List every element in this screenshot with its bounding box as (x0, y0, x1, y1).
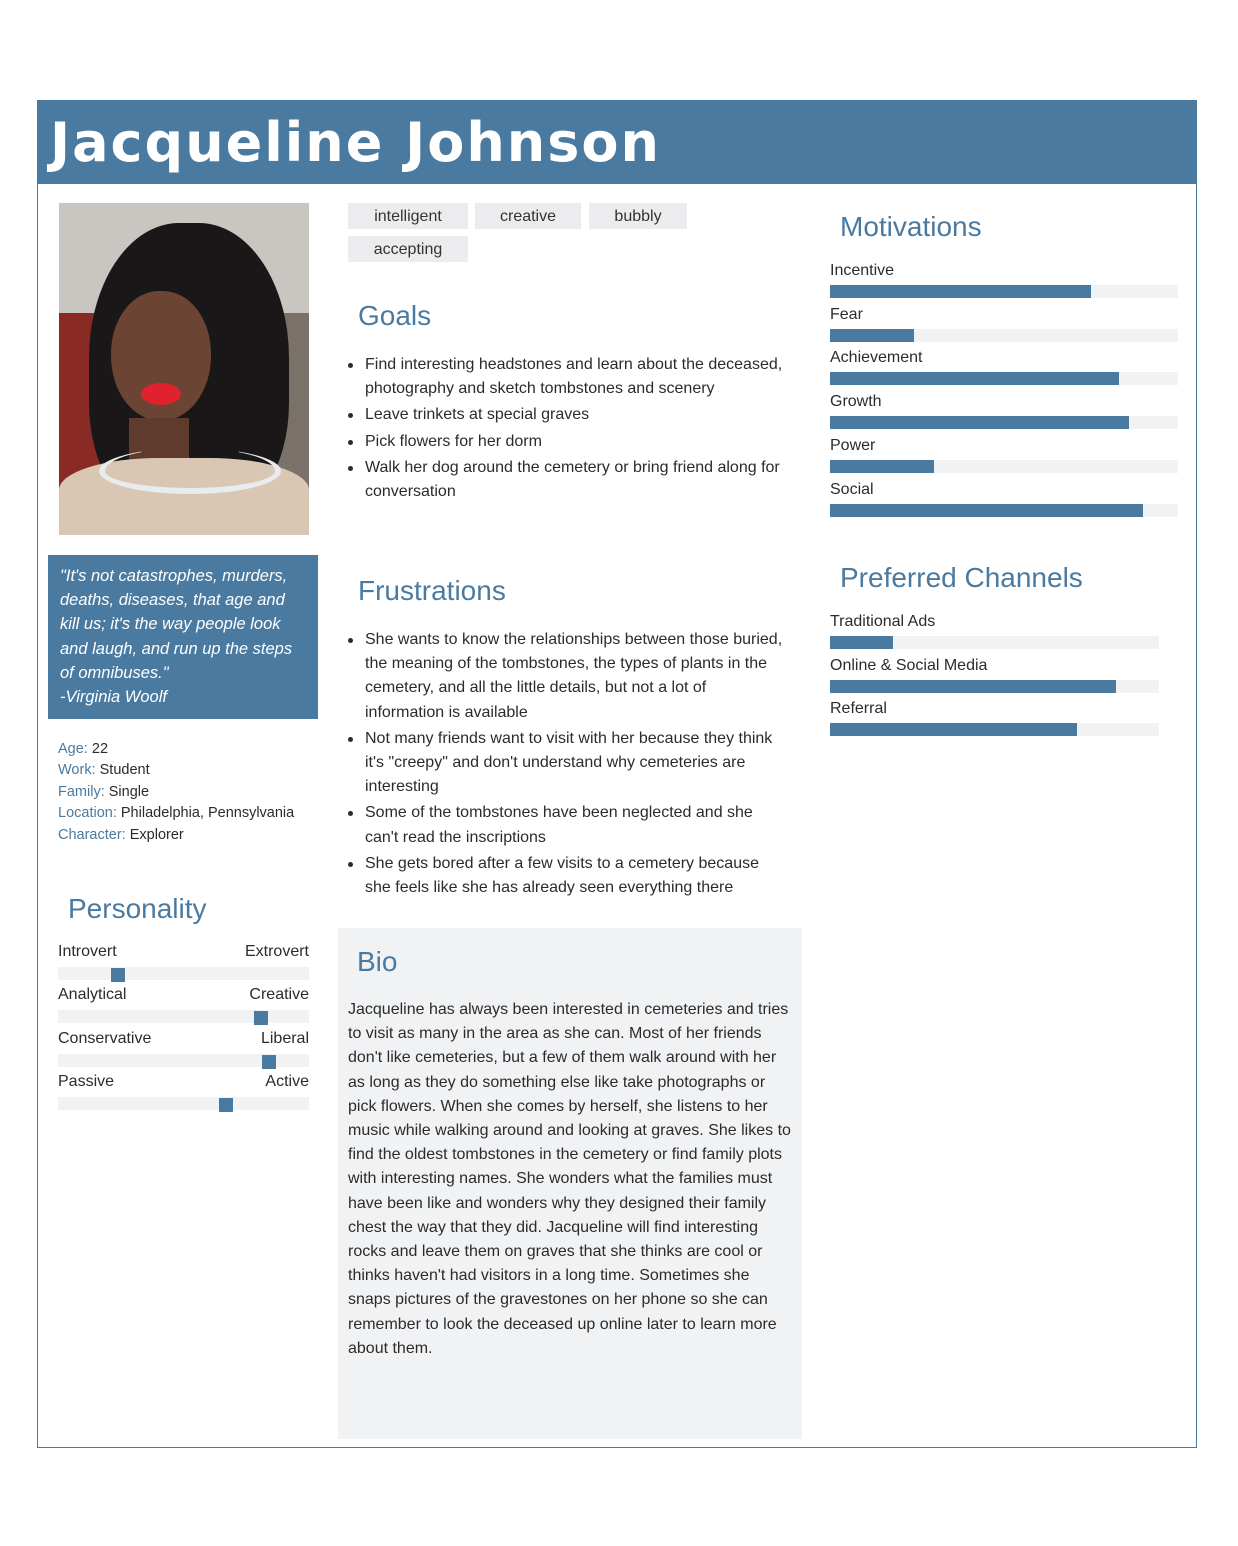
bar-track (830, 723, 1159, 736)
bar-fill (830, 460, 934, 473)
motivation-bar (830, 480, 1178, 517)
bio-title: Bio (357, 946, 398, 977)
scale-left-label: Analytical (58, 986, 127, 1003)
quote-line: -Virginia Woolf (60, 688, 167, 707)
motivation-bar (830, 261, 1178, 298)
fact-location: Location: Philadelphia, Pennsylvania (58, 805, 295, 822)
bio-panel (338, 928, 802, 1439)
bar-track (830, 329, 1178, 342)
motivation-label: Incentive (830, 262, 895, 279)
channels-title: Preferred Channels (840, 562, 1083, 593)
channel-bar (830, 699, 1159, 736)
motivation-bar (830, 348, 1178, 385)
quote-line: and laugh, and run up the steps (60, 639, 293, 658)
quote-line: of omnibuses." (60, 663, 169, 682)
list-item: Find interesting headstones and learn about the deceased, photography and sketch tombstones and scenery (348, 353, 788, 401)
fact-work: Work: Student (58, 762, 150, 779)
scale-track (58, 967, 309, 980)
list-item: Some of the tombstones have been neglected and she can't read the inscriptions (348, 801, 788, 849)
motivation-bar (830, 305, 1178, 342)
persona-quote (48, 555, 318, 719)
trait-tag: intelligent (348, 203, 468, 229)
scale-marker (262, 1055, 276, 1069)
bar-fill (830, 636, 893, 649)
bar-track (830, 504, 1178, 517)
bar-fill (830, 329, 914, 342)
bar-fill (830, 723, 1077, 736)
scale-right-label: Liberal (260, 1030, 309, 1047)
scale-marker (219, 1098, 233, 1112)
bar-track (830, 416, 1178, 429)
scale-marker (254, 1011, 268, 1025)
motivation-label: Fear (830, 305, 863, 323)
channel-label: Online & Social Media (830, 656, 988, 674)
header-bar (38, 101, 1196, 184)
quote-line: "It's not catastrophes, murders, (60, 567, 288, 585)
frustrations-list (348, 628, 788, 902)
list-item: She wants to know the relationships between those buried, the meaning of the tombstones, the types of plants in the cemetery, and all the little details, but not a lot of information is available (348, 628, 788, 725)
fact-character: Character: Explorer (58, 826, 184, 843)
persona-card (37, 100, 1197, 1448)
bar-fill (830, 372, 1119, 385)
goals-list (348, 353, 788, 506)
personality-title: Personality (68, 893, 207, 924)
bar-track (830, 285, 1178, 298)
persona-name: Jacqueline Johnson (50, 111, 661, 174)
bio-text: Jacqueline has always been interested in cemeteries and tries to visit as many in the area as she can. Most of her friends don't like cemeteries, but a few of them walk around with her as long as they do something else like take photographs or pick flowers. When she comes by herself, she listens to her music while walking around and looking at graves. She likes to find the oldest tombstones in the cemetery or find family plots with interesting names. She wonders what the families must have been like and wonders why they designed their family chest the way that they did. Jacqueline will find interesting rocks and leave them on graves that she thinks are cool or thinks haven't had visitors in a long time. Sometimes she snaps pictures of the gravestones on her phone so she can remember to look the deceased up online later to learn more about them. (348, 1001, 791, 1357)
quote-line: deaths, diseases, that age and (60, 591, 285, 610)
bar-track (830, 680, 1159, 693)
scale-left-label: Passive (58, 1073, 115, 1090)
bar-fill (830, 504, 1143, 517)
bar-track (830, 460, 1178, 473)
fact-family: Family: Single (58, 783, 150, 800)
fact-age: Age: 22 (58, 741, 109, 757)
list-item: Leave trinkets at special graves (348, 403, 788, 427)
channel-label: Traditional Ads (830, 613, 936, 630)
quote-line: kill us; it's the way people look (60, 615, 281, 634)
personality-scale (58, 986, 309, 1023)
motivation-label: Growth (830, 393, 882, 411)
goals-title: Goals (358, 300, 432, 331)
scale-marker (111, 968, 125, 982)
personality-scale (58, 1073, 309, 1110)
trait-tag: bubbly (589, 203, 687, 229)
bar-fill (830, 416, 1129, 429)
bar-fill (830, 285, 1091, 298)
scale-track (58, 1054, 309, 1067)
list-item: Not many friends want to visit with her because they think it's "creepy" and don't understand why cemeteries are interesting (348, 727, 788, 800)
personality-scale (58, 1030, 309, 1067)
channel-label: Referral (830, 700, 887, 718)
bar-fill (830, 680, 1116, 693)
channel-bar (830, 656, 1159, 693)
scale-right-label: Active (265, 1073, 309, 1090)
list-item: Walk her dog around the cemetery or bring friend along for conversation (348, 456, 788, 504)
scale-left-label: Conservative (58, 1030, 152, 1047)
scale-track (58, 1010, 309, 1023)
motivation-label: Power (830, 436, 876, 454)
scale-right-label: Creative (249, 986, 309, 1003)
motivations-title: Motivations (840, 211, 982, 242)
bar-track (830, 372, 1178, 385)
motivation-label: Social (830, 480, 874, 498)
trait-tag: accepting (348, 236, 468, 262)
frustrations-title: Frustrations (358, 575, 506, 606)
trait-tag: creative (475, 203, 581, 229)
scale-left-label: Introvert (58, 943, 117, 960)
motivation-bar (830, 436, 1178, 473)
demographics (58, 739, 294, 846)
channel-bar (830, 612, 1159, 649)
scale-track (58, 1097, 309, 1110)
motivation-bar (830, 392, 1178, 429)
scale-right-label: Extrovert (244, 943, 309, 960)
personality-scale (58, 943, 309, 980)
bar-track (830, 636, 1159, 649)
list-item: She gets bored after a few visits to a cemetery because she feels like she has already seen everything there (348, 852, 788, 900)
motivation-label: Achievement (830, 349, 923, 367)
list-item: Pick flowers for her dorm (348, 430, 788, 454)
persona-photo (59, 203, 309, 535)
